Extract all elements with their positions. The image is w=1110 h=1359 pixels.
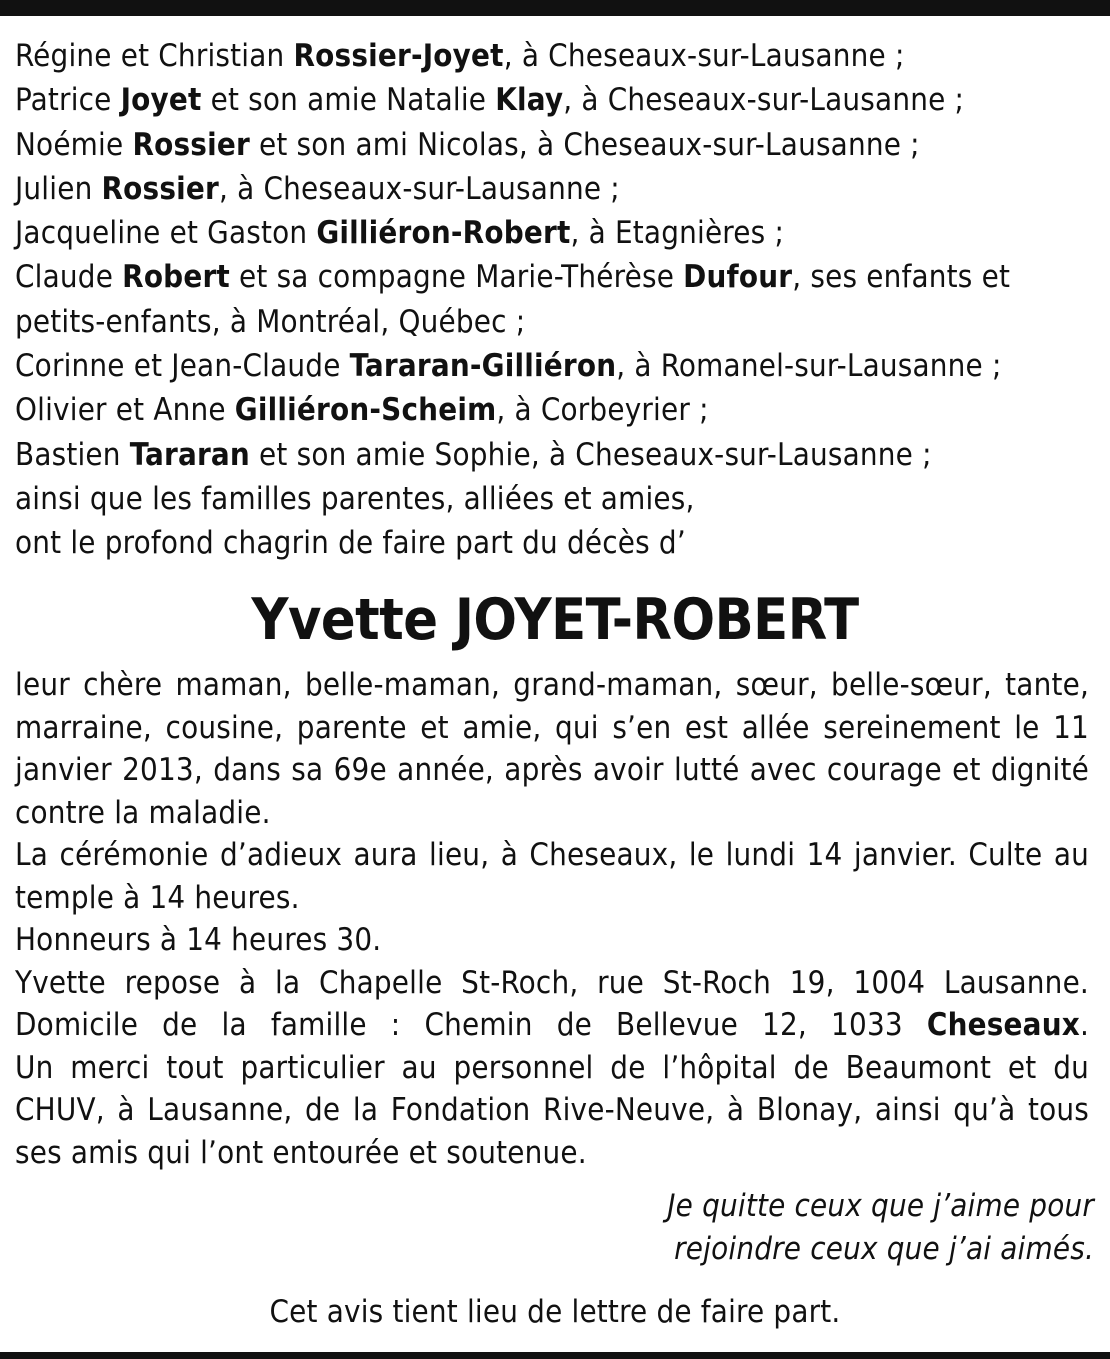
domicile-line [15, 1004, 1089, 1047]
family-text: , à Cheseaux-sur-Lausanne ; [503, 38, 905, 74]
family-surname: Rossier [132, 126, 250, 163]
thanks-paragraph: Un merci tout particulier au personnel de l’hôpital de Beaumont et du CHUV, à Lausanne, de la Fondation Rive-Neuve, à Blonay, ainsi qu’à tous ses amis qui l’ont entourée et soutenue. [15, 1049, 1089, 1171]
family-text: Noémie [15, 126, 133, 163]
family-line [15, 344, 1095, 388]
bottom-rule [0, 1352, 1110, 1359]
family-line [15, 255, 1095, 299]
repose-line [15, 962, 1089, 1005]
family-text: et sa compagne Marie-Thérèse [229, 259, 684, 296]
family-text: , à Cheseaux-sur-Lausanne ; [218, 170, 620, 207]
family-text: Corinne et Jean-Claude [15, 348, 350, 385]
quote-line-1: Je quitte ceux que j’aime pour [667, 1188, 1094, 1224]
family-surname: Joyet [120, 82, 202, 119]
domicile-town: Cheseaux [926, 1007, 1080, 1043]
family-text: Jacqueline et Gaston [15, 215, 317, 252]
family-line [15, 167, 1095, 211]
family-text: ont le profond chagrin de faire part du décès d’ [15, 525, 686, 562]
family-surname: Gilliéron-Robert [316, 215, 571, 252]
family-surname: Rossier [101, 170, 219, 207]
family-surname: Tararan-Gilliéron [349, 348, 617, 385]
honneurs-line: Honneurs à 14 heures 30. [15, 922, 382, 958]
family-line [15, 78, 1095, 122]
family-text: , à Etagnières ; [570, 215, 785, 252]
family-line [15, 123, 1095, 167]
family-text: , à Corbeyrier ; [496, 392, 709, 429]
family-text: et son amie Natalie [201, 82, 496, 119]
family-line [15, 433, 1095, 477]
notice-body [15, 664, 1089, 1174]
family-surname: Klay [495, 82, 564, 119]
quote-line-2: rejoindre ceux que j’ai aimés. [674, 1231, 1094, 1267]
family-line [15, 34, 1095, 78]
family-text: Patrice [15, 82, 121, 119]
family-line [15, 521, 1095, 565]
family-text: Olivier et Anne [15, 392, 235, 429]
family-list [15, 34, 1095, 566]
closing-note: Cet avis tient lieu de lettre de faire part. [269, 1294, 841, 1330]
family-text: Régine et Christian [15, 38, 294, 74]
domicile-prefix: Domicile de la famille : Chemin de Bellevue 12, 1033 [15, 1007, 927, 1043]
family-text: Claude [15, 259, 123, 296]
deceased-name: Yvette JOYET-ROBERT [251, 587, 859, 653]
family-text: , à Romanel-sur-Lausanne ; [616, 348, 1002, 385]
epitaph-quote [394, 1185, 1094, 1271]
family-line [15, 477, 1095, 521]
family-text: , ses enfants et [792, 259, 1011, 296]
family-surname: Robert [122, 259, 230, 296]
family-text: Bastien [15, 436, 130, 473]
repose-text: Yvette repose à la Chapelle St-Roch, rue St-Roch 19, 1004 Lausanne. [15, 964, 1089, 1001]
ceremony-paragraph: La cérémonie d’adieux aura lieu, à Cheseaux, le lundi 14 janvier. Culte au temple à 14 heures. [15, 837, 1089, 916]
family-surname: Gilliéron-Scheim [234, 392, 497, 429]
top-rule [0, 0, 1110, 16]
family-surname: Dufour [683, 259, 793, 296]
family-line [15, 211, 1095, 255]
family-line [15, 388, 1095, 432]
family-line [15, 300, 1095, 344]
family-text: petits-enfants, à Montréal, Québec ; [15, 303, 526, 340]
domicile-suffix: . [1079, 1007, 1089, 1043]
family-text: , à Cheseaux-sur-Lausanne ; [563, 82, 965, 119]
family-text: Julien [15, 170, 102, 207]
family-text: ainsi que les familles parentes, alliées et amies, [15, 480, 695, 517]
family-surname: Tararan [129, 436, 250, 473]
family-surname: Rossier-Joyet [293, 38, 504, 74]
family-text: et son ami Nicolas, à Cheseaux-sur-Lausanne ; [249, 126, 920, 163]
family-text: et son amie Sophie, à Cheseaux-sur-Lausanne ; [250, 436, 932, 473]
tribute-paragraph: leur chère maman, belle-maman, grand-maman, sœur, belle-sœur, tante, marraine, cousine, parente et amie, qui s’en est allée sereinement le 11 janvier 2013, dans sa 69e année, après avoir lutté avec courage et dignité contre la maladie. [15, 667, 1089, 831]
